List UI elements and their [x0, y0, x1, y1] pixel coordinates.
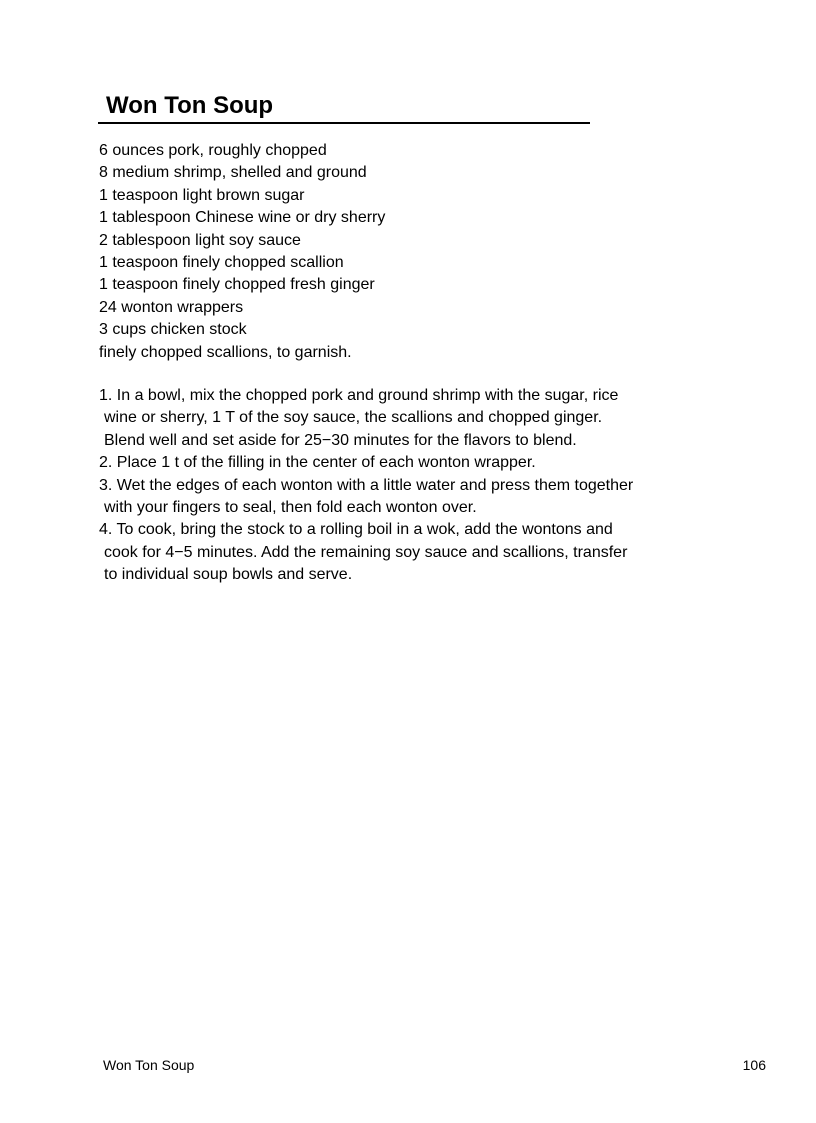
instruction-line: 1. In a bowl, mix the chopped pork and ground shrimp with the sugar, rice: [99, 387, 619, 404]
instruction-line: wine or sherry, 1 T of the soy sauce, the scallions and chopped ginger.: [104, 409, 603, 427]
ingredient-item: 2 tablespoon light soy sauce: [99, 231, 301, 249]
ingredient-item: 1 teaspoon finely chopped scallion: [99, 254, 344, 272]
instruction-line: with your fingers to seal, then fold each wonton over.: [104, 499, 477, 517]
title-underline: [98, 122, 590, 124]
ingredient-item: 3 cups chicken stock: [99, 321, 247, 339]
instruction-step: [99, 519, 633, 586]
instruction-line: Blend well and set aside for 25−30 minutes for the flavors to blend.: [104, 431, 577, 449]
instruction-line: 2. Place 1 t of the filling in the center of each wonton wrapper.: [99, 454, 536, 472]
ingredient-item: 1 teaspoon light brown sugar: [99, 186, 305, 204]
instruction-line: 3. Wet the edges of each wonton with a little water and press them together: [99, 476, 634, 494]
page-number: 106: [742, 1057, 766, 1073]
ingredient-item: 1 tablespoon Chinese wine or dry sherry: [99, 209, 386, 227]
ingredient-item: 8 medium shrimp, shelled and ground: [99, 164, 367, 182]
footer-title: Won Ton Soup: [103, 1057, 195, 1073]
instruction-step: [99, 385, 633, 452]
page-title: Won Ton Soup: [106, 92, 274, 119]
instruction-line: 4. To cook, bring the stock to a rolling boil in a wok, add the wontons and: [99, 521, 613, 539]
instruction-step: [99, 475, 633, 520]
ingredient-item: 1 teaspoon finely chopped fresh ginger: [99, 276, 375, 294]
instruction-line: cook for 4−5 minutes. Add the remaining soy sauce and scallions, transfer: [104, 543, 628, 561]
instruction-line: to individual soup bowls and serve.: [104, 566, 353, 584]
ingredient-list: [99, 140, 385, 364]
instruction-list: [99, 385, 633, 587]
ingredient-item: 24 wonton wrappers: [99, 298, 244, 316]
ingredient-item: finely chopped scallions, to garnish.: [99, 343, 352, 361]
instruction-step: [99, 452, 633, 474]
ingredient-item: 6 ounces pork, roughly chopped: [99, 142, 327, 159]
